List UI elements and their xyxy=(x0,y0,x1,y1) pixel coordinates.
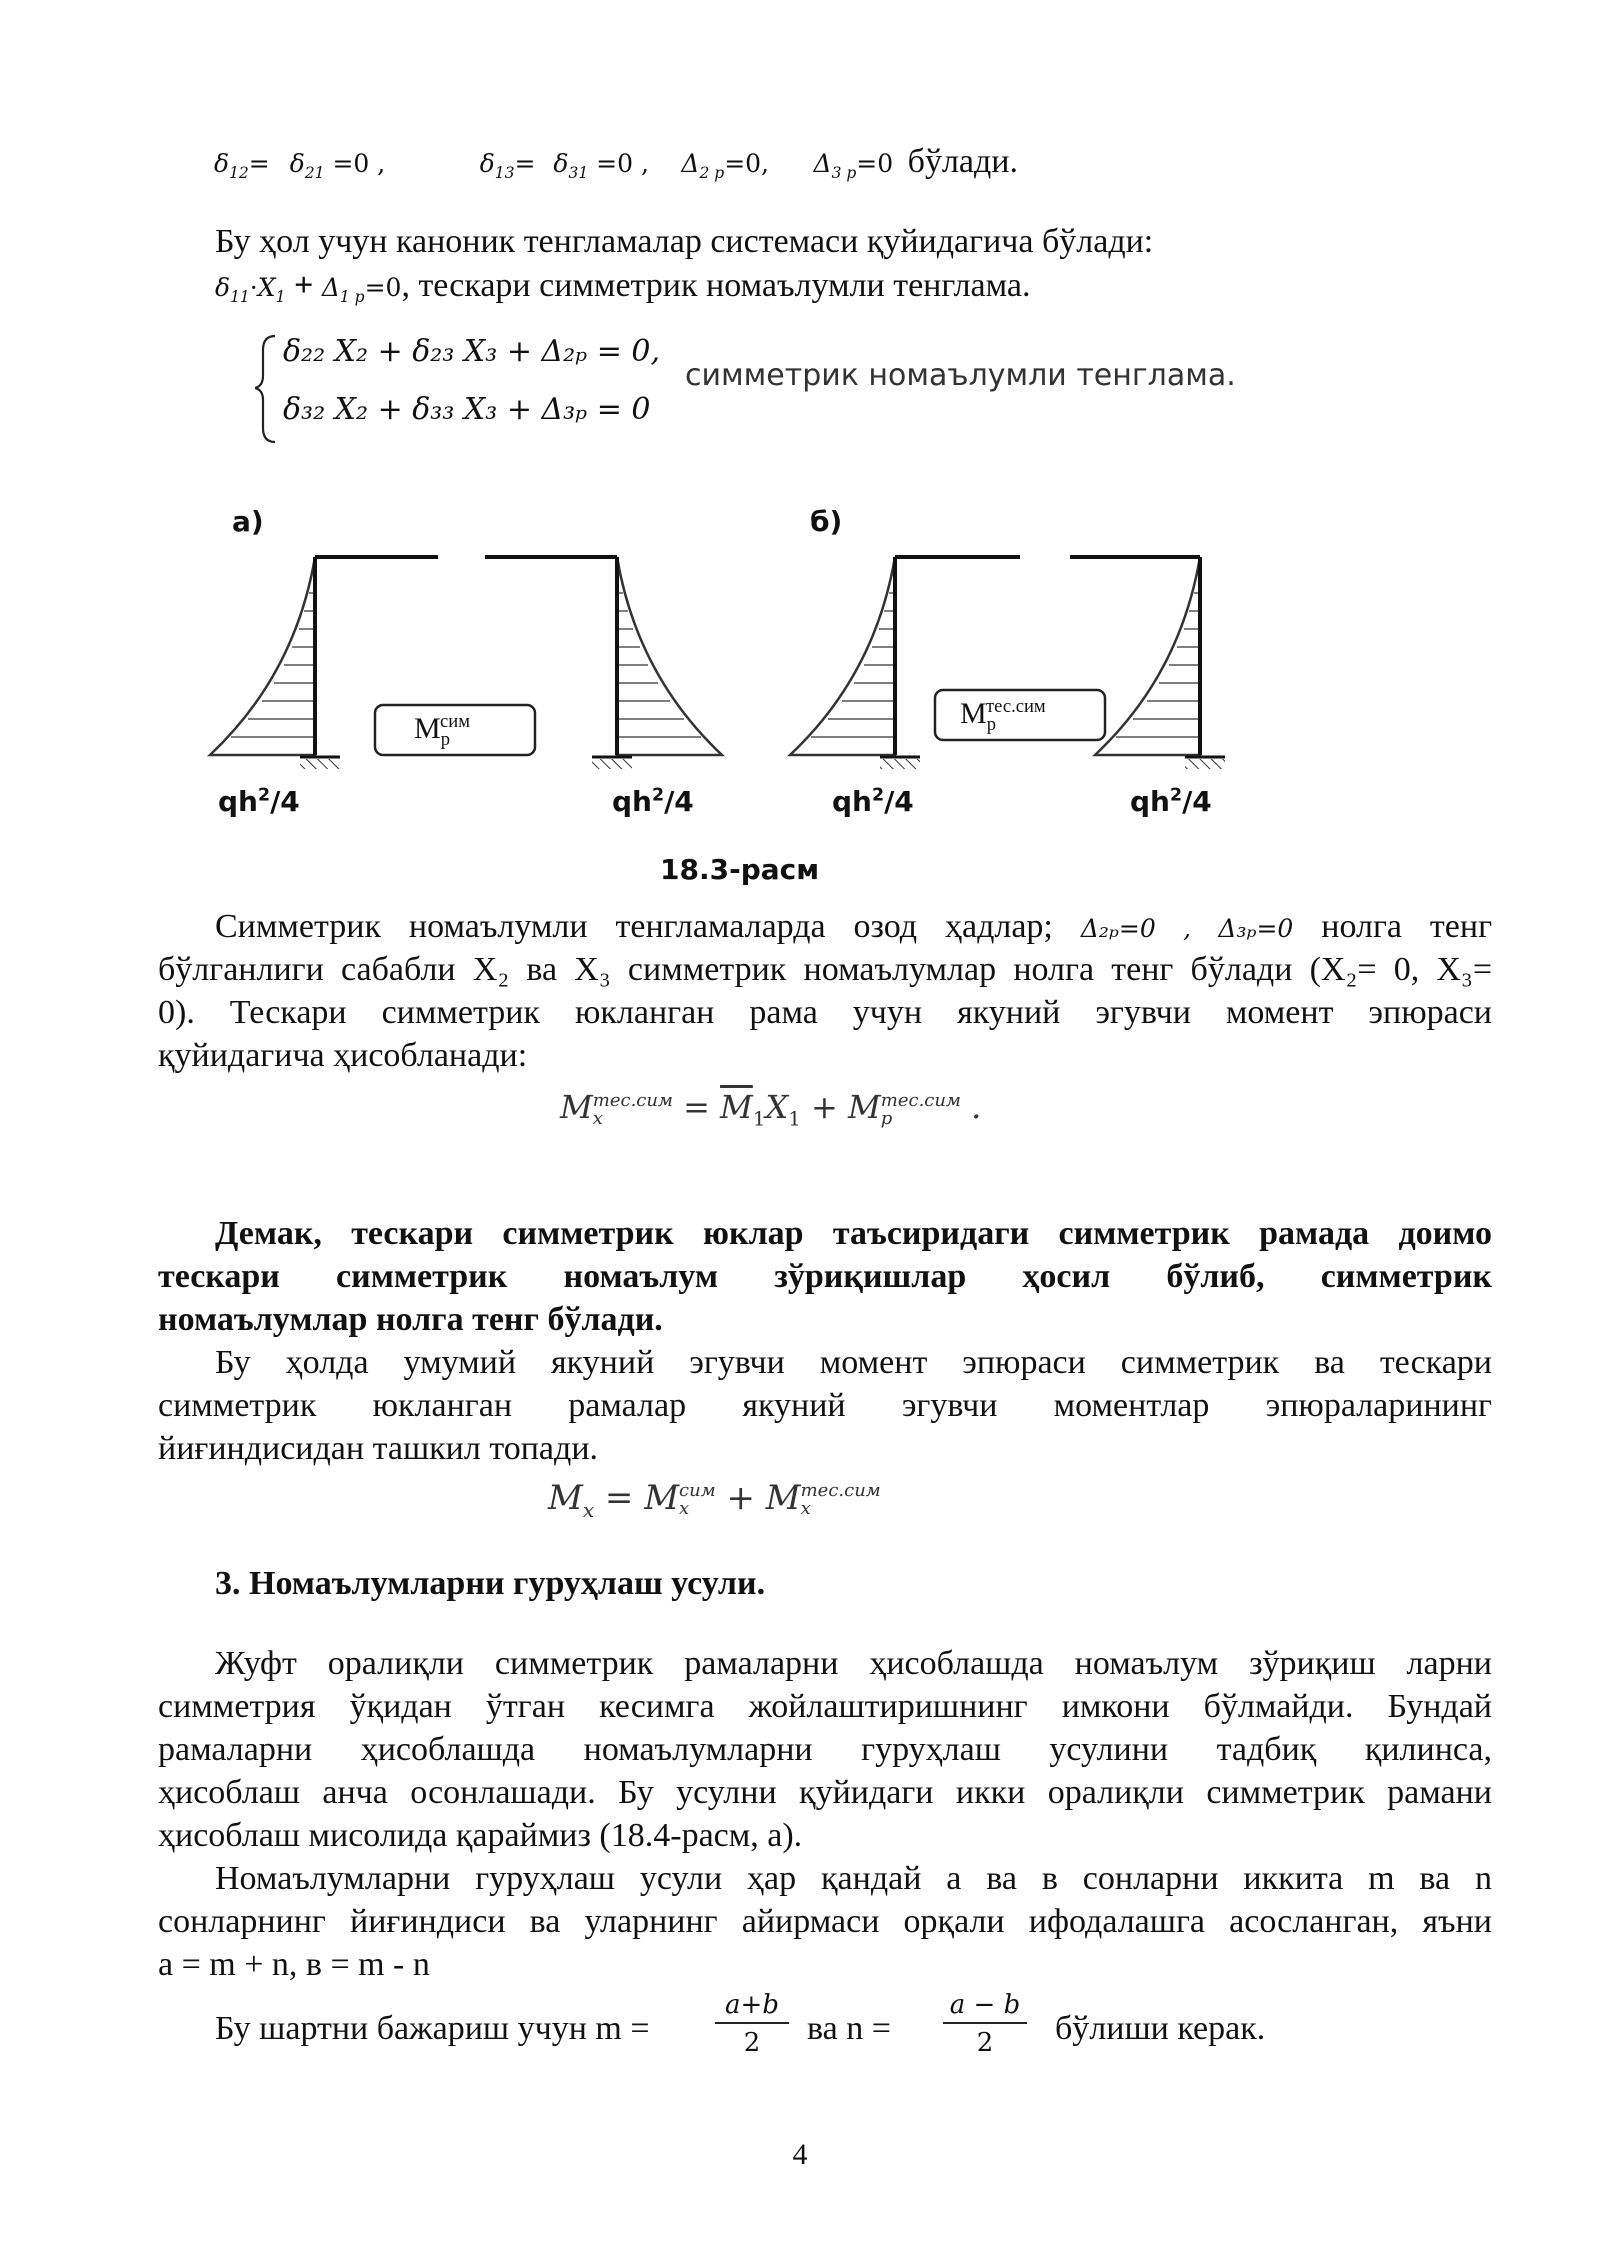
Delta-3p: $\Delta_{3 p}$ xyxy=(813,149,857,182)
frame-b xyxy=(790,557,1225,769)
figure-label-a: а) xyxy=(232,505,264,538)
figure-18-3 xyxy=(200,505,1260,895)
mn-paragraph-line-3: a = m + n, в = m - n xyxy=(158,1946,430,1983)
canonical-intro: Бу ҳол учун каноник тенгламалар системаси қуйидагича бўлади: xyxy=(215,223,1154,260)
diagram-a-left-epure xyxy=(210,557,315,755)
bold-conclusion-line-1: Демак, тескари симметрик юклар таъсиридаги симметрик рамада доимо xyxy=(215,1215,1492,1252)
diagram-b-left-epure xyxy=(790,557,895,755)
group-paragraph-line-5: ҳисоблаш мисолида қараймиз (18.4-расм, а). xyxy=(158,1817,803,1854)
mn-paragraph-line-1: Номаълумларни гуруҳлаш усули ҳар қандай а ва в сонларни иккита m ва n xyxy=(215,1860,1492,1897)
delta-13: $\delta_{13}$ xyxy=(479,149,515,182)
total-paragraph-line-3: йиғиндисидан ташкил топади. xyxy=(158,1430,599,1467)
mn-paragraph-line-2: сонларнинг йиғиндиси ва уларнинг айирмаси орқали ифодалашга асосланган, яъни xyxy=(158,1903,1492,1940)
fraction-a-plus-b: a+b 2 xyxy=(715,1990,789,2058)
condition-line: Бу шартни бажариш учун m = a+b 2 ва n = a − b 2 бўлиши керак. xyxy=(215,1990,1266,2058)
diagram-b-right-epure xyxy=(1095,557,1200,755)
qh-label-a-left: $qh^2/4$ xyxy=(218,785,300,818)
equation-system xyxy=(255,330,1295,450)
fraction-a-minus-b: a − b 2 xyxy=(943,1990,1027,2058)
qh-label-b-left: $qh^2/4$ xyxy=(832,785,914,818)
mp-sym-label: $М_р^{сим}$ xyxy=(414,711,470,750)
group-paragraph-line-4: ҳисоблаш анча осонлашади. Бу усулни қуйидаги икки оралиқли симметрик рамани xyxy=(158,1774,1492,1811)
system-row-2: δ₃₂ X₂ + δ₃₃ X₃ + Δ₃ₚ = 0 xyxy=(283,392,651,427)
section-heading-3: 3. Номаълумларни гуруҳлаш усули. xyxy=(215,1565,766,1602)
system-label: симметрик номаълумли тенглама. xyxy=(685,358,1236,393)
figure-caption: 18.3-расм xyxy=(660,853,820,886)
total-paragraph-line-1: Бу ҳолда умумий якуний эгувчи момент эпюраси симметрик ва тескари xyxy=(215,1344,1492,1381)
bold-conclusion-line-2: тескари симметрик номаълум зўриқишлар ҳосил бўлиб, симметрик xyxy=(158,1258,1492,1295)
figure-label-b: б) xyxy=(810,505,843,538)
system-row-1: δ₂₂ X₂ + δ₂₃ X₃ + Δ₂ₚ = 0, xyxy=(283,334,661,369)
symm-paragraph-line-2: бўлганлиги сабабли X₂ ва X₃ симметрик номаълумлар нолга тенг бўлади (X₂= 0, X₃= xyxy=(158,951,1492,988)
qh-label-a-right: $qh^2/4$ xyxy=(612,785,694,818)
total-paragraph-line-2: симметрик юкланган рамалар якуний эгувчи моментлар эпюраларининг xyxy=(158,1387,1492,1424)
bold-conclusion-line-3: номаълумлар нолга тенг бўлади. xyxy=(158,1301,663,1338)
antisymmetric-equation: $\delta_{11}\cdot X_1 + \Delta_{1 p}=0$, тескари симметрик номаълумли тенглама. xyxy=(215,267,1031,306)
delta-21: $\delta_{21}$ xyxy=(289,149,325,182)
delta-12: $\delta_{12}$ xyxy=(214,149,249,182)
group-paragraph-line-1: Жуфт оралиқли симметрик рамаларни ҳисоблашда номаълум зўриқиш ларни xyxy=(215,1645,1492,1682)
row1-tail: бўлади. xyxy=(907,143,1018,180)
Delta-2p: $\Delta_{2 p}$ xyxy=(681,149,725,182)
zero-coefficients-row: $\delta_{12}= \delta_{21} =0$ , $\delta_{13}= \delta_{31} =0$ , $\Delta_{2 p}=0$, $\Delta_{3 p}=0$ бўлади. xyxy=(214,143,1018,182)
group-paragraph-line-2: симметрия ўқидан ўтган кесимга жойлаштиришнинг имкони бўлмайди. Бундай xyxy=(158,1688,1492,1725)
group-paragraph-line-3: рамаларни ҳисоблашда номаълумларни гуруҳлаш усулини тадбиқ қилинса, xyxy=(158,1731,1492,1768)
mp-antisym-label: $М_р^{тес.сим}$ xyxy=(960,696,1046,735)
formula-antisym-moment: M тес.сим x = $\overline{M}_1X_1 + M$ тес.сим p . xyxy=(560,1088,982,1131)
formula-total-moment: $M_x = M$ сим x + M тес.сим x xyxy=(548,1478,881,1522)
delta-31: $\delta_{31}$ xyxy=(553,149,589,182)
symm-paragraph-line-3: 0). Тескари симметрик юкланган рама учун якуний эгувчи момент эпюраси xyxy=(158,994,1492,1031)
diagram-a-right-epure xyxy=(617,557,722,755)
qh-label-b-right: $qh^2/4$ xyxy=(1130,785,1212,818)
symm-paragraph-line-1: Симметрик номаълумли тенгламаларда озод ҳадлар; Δ₂ₚ=0 , Δ₃ₚ=0 нолга тенг xyxy=(215,908,1493,945)
page-number: 4 xyxy=(792,2138,808,2171)
symm-paragraph-line-4: қуйидагича ҳисобланади: xyxy=(158,1037,528,1074)
